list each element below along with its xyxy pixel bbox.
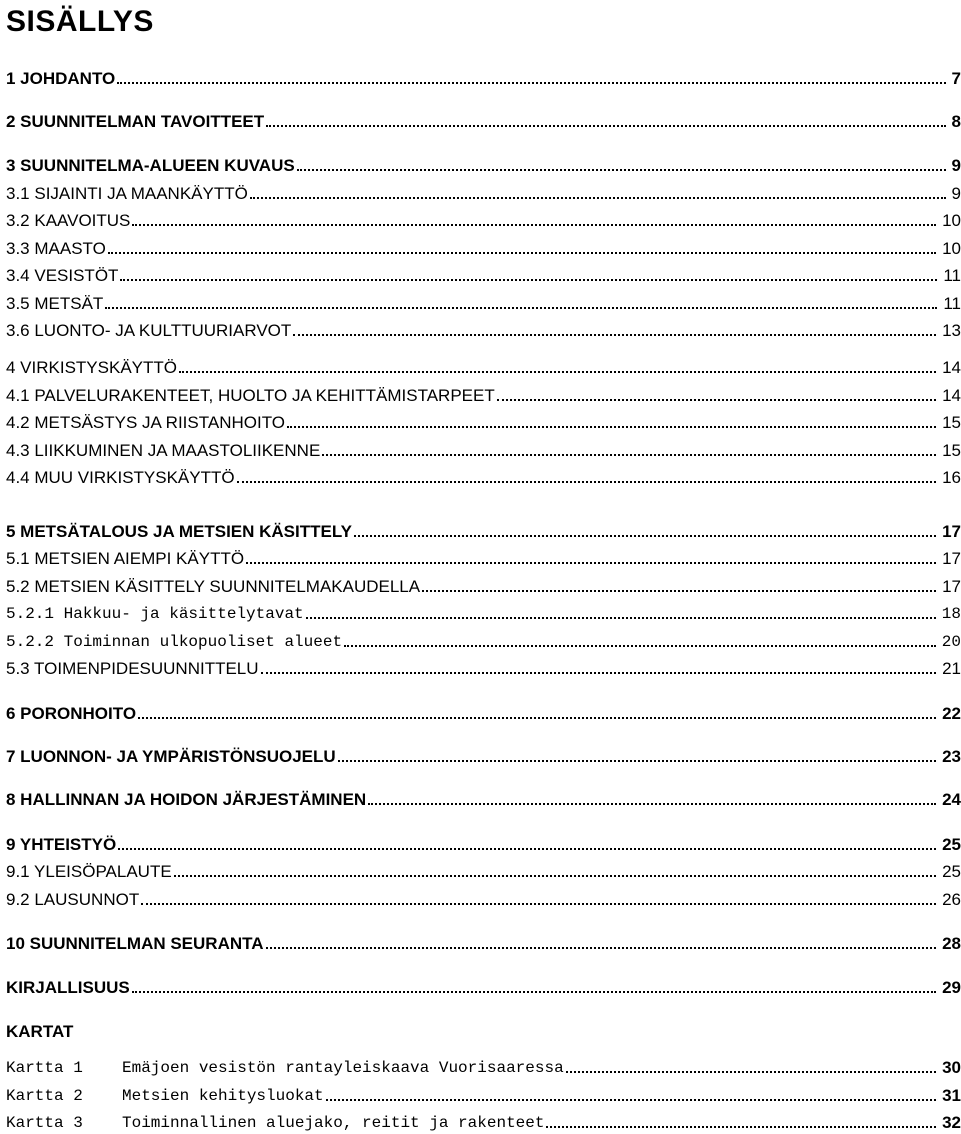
map-entry-label bbox=[6, 1057, 566, 1079]
toc-entry[interactable] bbox=[6, 513, 961, 543]
toc-entry-page: 16 bbox=[942, 468, 961, 487]
toc-entry-page: 17 bbox=[942, 577, 961, 596]
toc-entry[interactable] bbox=[6, 60, 961, 90]
toc-entry-page: 20 bbox=[941, 633, 961, 651]
toc-entry-page: 25 bbox=[942, 862, 961, 881]
toc-entry[interactable] bbox=[6, 738, 961, 768]
toc-entry-page: 17 bbox=[942, 549, 961, 568]
dot-leader bbox=[117, 60, 945, 84]
dot-leader bbox=[287, 404, 936, 428]
toc-entry-label: 9.1 YLEISÖPALAUTE bbox=[6, 862, 172, 881]
toc-entry-label: 3.3 MAASTO bbox=[6, 239, 106, 258]
toc-entry-page: 8 bbox=[951, 112, 961, 131]
toc-entry-page: 10 bbox=[942, 211, 961, 230]
dot-leader bbox=[138, 695, 936, 719]
toc-entry-label: 3 SUUNNITELMA-ALUEEN KUVAUS bbox=[6, 156, 295, 175]
dot-leader bbox=[322, 432, 936, 456]
dot-leader bbox=[344, 623, 936, 647]
toc-entry[interactable] bbox=[6, 568, 961, 598]
toc-entry-label: 9 YHTEISTYÖ bbox=[6, 835, 117, 854]
dot-leader bbox=[132, 969, 936, 993]
dot-leader bbox=[261, 650, 937, 674]
toc-entry[interactable] bbox=[6, 202, 961, 232]
dot-leader bbox=[250, 175, 946, 199]
toc-entry-label: 4.3 LIIKKUMINEN JA MAASTOLIIKENNE bbox=[6, 441, 321, 460]
toc-entry-label: 2 SUUNNITELMAN TAVOITTEET bbox=[6, 112, 265, 131]
map-entry[interactable] bbox=[6, 1077, 961, 1107]
toc-entry[interactable] bbox=[6, 377, 961, 407]
toc-entry-label: 5.2.2 Toiminnan ulkopuoliset alueet bbox=[6, 633, 343, 651]
dot-leader bbox=[132, 202, 936, 226]
toc-entry-label: 8 HALLINNAN JA HOIDON JÄRJESTÄMINEN bbox=[6, 790, 367, 809]
toc-entry[interactable] bbox=[6, 312, 961, 342]
map-entry-title: Toiminnallinen aluejako, reitit ja rakenteet bbox=[122, 1114, 545, 1132]
toc-entry-label: 3.1 SIJAINTI JA MAANKÄYTTÖ bbox=[6, 184, 248, 203]
toc-entry-label: 4.4 MUU VIRKISTYSKÄYTTÖ bbox=[6, 468, 235, 487]
toc-entry-label: 5 METSÄTALOUS JA METSIEN KÄSITTELY bbox=[6, 522, 353, 541]
toc-entry[interactable] bbox=[6, 540, 961, 570]
toc-entry[interactable] bbox=[6, 103, 961, 133]
toc-entry[interactable] bbox=[6, 432, 961, 462]
dot-leader bbox=[297, 147, 946, 171]
toc-entry-label: KIRJALLISUUS bbox=[6, 978, 130, 997]
toc-entry-label: 4.2 METSÄSTYS JA RIISTANHOITO bbox=[6, 413, 285, 432]
toc-entry[interactable] bbox=[6, 881, 961, 911]
toc-entry[interactable] bbox=[6, 230, 961, 260]
dot-leader bbox=[105, 285, 937, 309]
map-entry[interactable] bbox=[6, 1049, 961, 1079]
map-entry-title: Emäjoen vesistön rantayleiskaava Vuorisaaressa bbox=[122, 1059, 564, 1077]
toc-entry-page: 11 bbox=[943, 294, 961, 313]
dot-leader bbox=[266, 925, 937, 949]
toc-entry-label: 5.3 TOIMENPIDESUUNNITTELU bbox=[6, 659, 259, 678]
toc-entry-page: 21 bbox=[942, 659, 961, 678]
map-entry-prefix: Kartta 3 bbox=[6, 1114, 83, 1132]
toc-entry[interactable] bbox=[6, 285, 961, 315]
toc-entry-page: 25 bbox=[942, 835, 961, 854]
dot-leader bbox=[546, 1104, 936, 1128]
toc-entry[interactable] bbox=[6, 623, 961, 653]
dot-leader bbox=[141, 881, 936, 905]
toc-entry-page: 10 bbox=[942, 239, 961, 258]
toc-entry[interactable] bbox=[6, 695, 961, 725]
toc-entry-page: 9 bbox=[951, 156, 961, 175]
toc-entry[interactable] bbox=[6, 969, 961, 999]
toc-entry[interactable] bbox=[6, 147, 961, 177]
map-entry-page: 30 bbox=[942, 1058, 961, 1077]
toc-entry-page: 15 bbox=[942, 413, 961, 432]
toc-entry[interactable] bbox=[6, 459, 961, 489]
dot-leader bbox=[497, 377, 936, 401]
toc-entry-label: 4.1 PALVELURAKENTEET, HUOLTO JA KEHITTÄMISTARPEET bbox=[6, 386, 495, 405]
toc-entry-label: 3.6 LUONTO- JA KULTTUURIARVOT bbox=[6, 321, 292, 340]
toc-entry[interactable] bbox=[6, 853, 961, 883]
map-entry-label bbox=[6, 1112, 546, 1134]
toc-entry[interactable] bbox=[6, 175, 961, 205]
dot-leader bbox=[368, 781, 936, 805]
toc-entry-label: 1 JOHDANTO bbox=[6, 69, 116, 88]
toc-entry[interactable] bbox=[6, 349, 961, 379]
toc-entry-page: 24 bbox=[942, 790, 961, 809]
toc-entry-label: 3.5 METSÄT bbox=[6, 294, 104, 313]
toc-entry-page: 13 bbox=[942, 321, 961, 340]
toc-entry-page: 18 bbox=[941, 605, 961, 623]
toc-entry[interactable] bbox=[6, 826, 961, 856]
map-entry-page: 31 bbox=[942, 1086, 961, 1105]
toc-entry-label: 5.2.1 Hakkuu- ja käsittelytavat bbox=[6, 605, 304, 623]
toc-entry[interactable] bbox=[6, 404, 961, 434]
map-entry-page: 32 bbox=[942, 1113, 961, 1132]
dot-leader bbox=[354, 513, 936, 537]
dot-leader bbox=[179, 349, 936, 373]
toc-entry[interactable] bbox=[6, 781, 961, 811]
toc-entry-page: 23 bbox=[942, 747, 961, 766]
toc-entry-label: 5.1 METSIEN AIEMPI KÄYTTÖ bbox=[6, 549, 245, 568]
toc-entry-page: 14 bbox=[942, 386, 961, 405]
toc-entry-label: 3.2 KAAVOITUS bbox=[6, 211, 131, 230]
map-entry-prefix: Kartta 2 bbox=[6, 1087, 83, 1105]
toc-entry-page: 9 bbox=[951, 184, 961, 203]
dot-leader bbox=[120, 257, 937, 281]
toc-entry-page: 26 bbox=[942, 890, 961, 909]
toc-entry-page: 29 bbox=[942, 978, 961, 997]
toc-entry-page: 17 bbox=[942, 522, 961, 541]
toc-entry-label: 10 SUUNNITELMAN SEURANTA bbox=[6, 934, 264, 953]
toc-entry-page: 22 bbox=[942, 704, 961, 723]
map-entry[interactable] bbox=[6, 1104, 961, 1134]
toc-entry[interactable] bbox=[6, 650, 961, 680]
dot-leader bbox=[237, 459, 936, 483]
dot-leader bbox=[246, 540, 936, 564]
dot-leader bbox=[108, 230, 936, 254]
toc-entry-label: 3.4 VESISTÖT bbox=[6, 266, 119, 285]
dot-leader bbox=[306, 595, 936, 619]
toc-entry-label: 7 LUONNON- JA YMPÄRISTÖNSUOJELU bbox=[6, 747, 336, 766]
dot-leader bbox=[422, 568, 936, 592]
toc-entry-label: 6 PORONHOITO bbox=[6, 704, 137, 723]
dot-leader bbox=[174, 853, 936, 877]
dot-leader bbox=[266, 103, 945, 127]
toc-entry-page: 28 bbox=[942, 934, 961, 953]
map-entry-title: Metsien kehitysluokat bbox=[122, 1087, 324, 1105]
toc-entry-label: 9.2 LAUSUNNOT bbox=[6, 890, 140, 909]
dot-leader bbox=[338, 738, 936, 762]
toc-entry-page: 7 bbox=[951, 69, 961, 88]
toc-entry-page: 15 bbox=[942, 441, 961, 460]
toc-entry-label: 5.2 METSIEN KÄSITTELY SUUNNITELMAKAUDELLA bbox=[6, 577, 421, 596]
toc-entry[interactable] bbox=[6, 925, 961, 955]
dot-leader bbox=[118, 826, 936, 850]
page-title: SISÄLLYS bbox=[6, 5, 154, 38]
maps-heading: KARTAT bbox=[6, 1022, 74, 1041]
dot-leader bbox=[566, 1049, 936, 1073]
toc-entry-page: 14 bbox=[942, 358, 961, 377]
toc-entry-page: 11 bbox=[943, 266, 961, 285]
dot-leader bbox=[326, 1077, 936, 1101]
dot-leader bbox=[293, 312, 936, 336]
toc-entry-label: 4 VIRKISTYSKÄYTTÖ bbox=[6, 358, 177, 377]
map-entry-prefix: Kartta 1 bbox=[6, 1059, 83, 1077]
toc-entry[interactable] bbox=[6, 595, 961, 625]
toc-entry[interactable] bbox=[6, 257, 961, 287]
